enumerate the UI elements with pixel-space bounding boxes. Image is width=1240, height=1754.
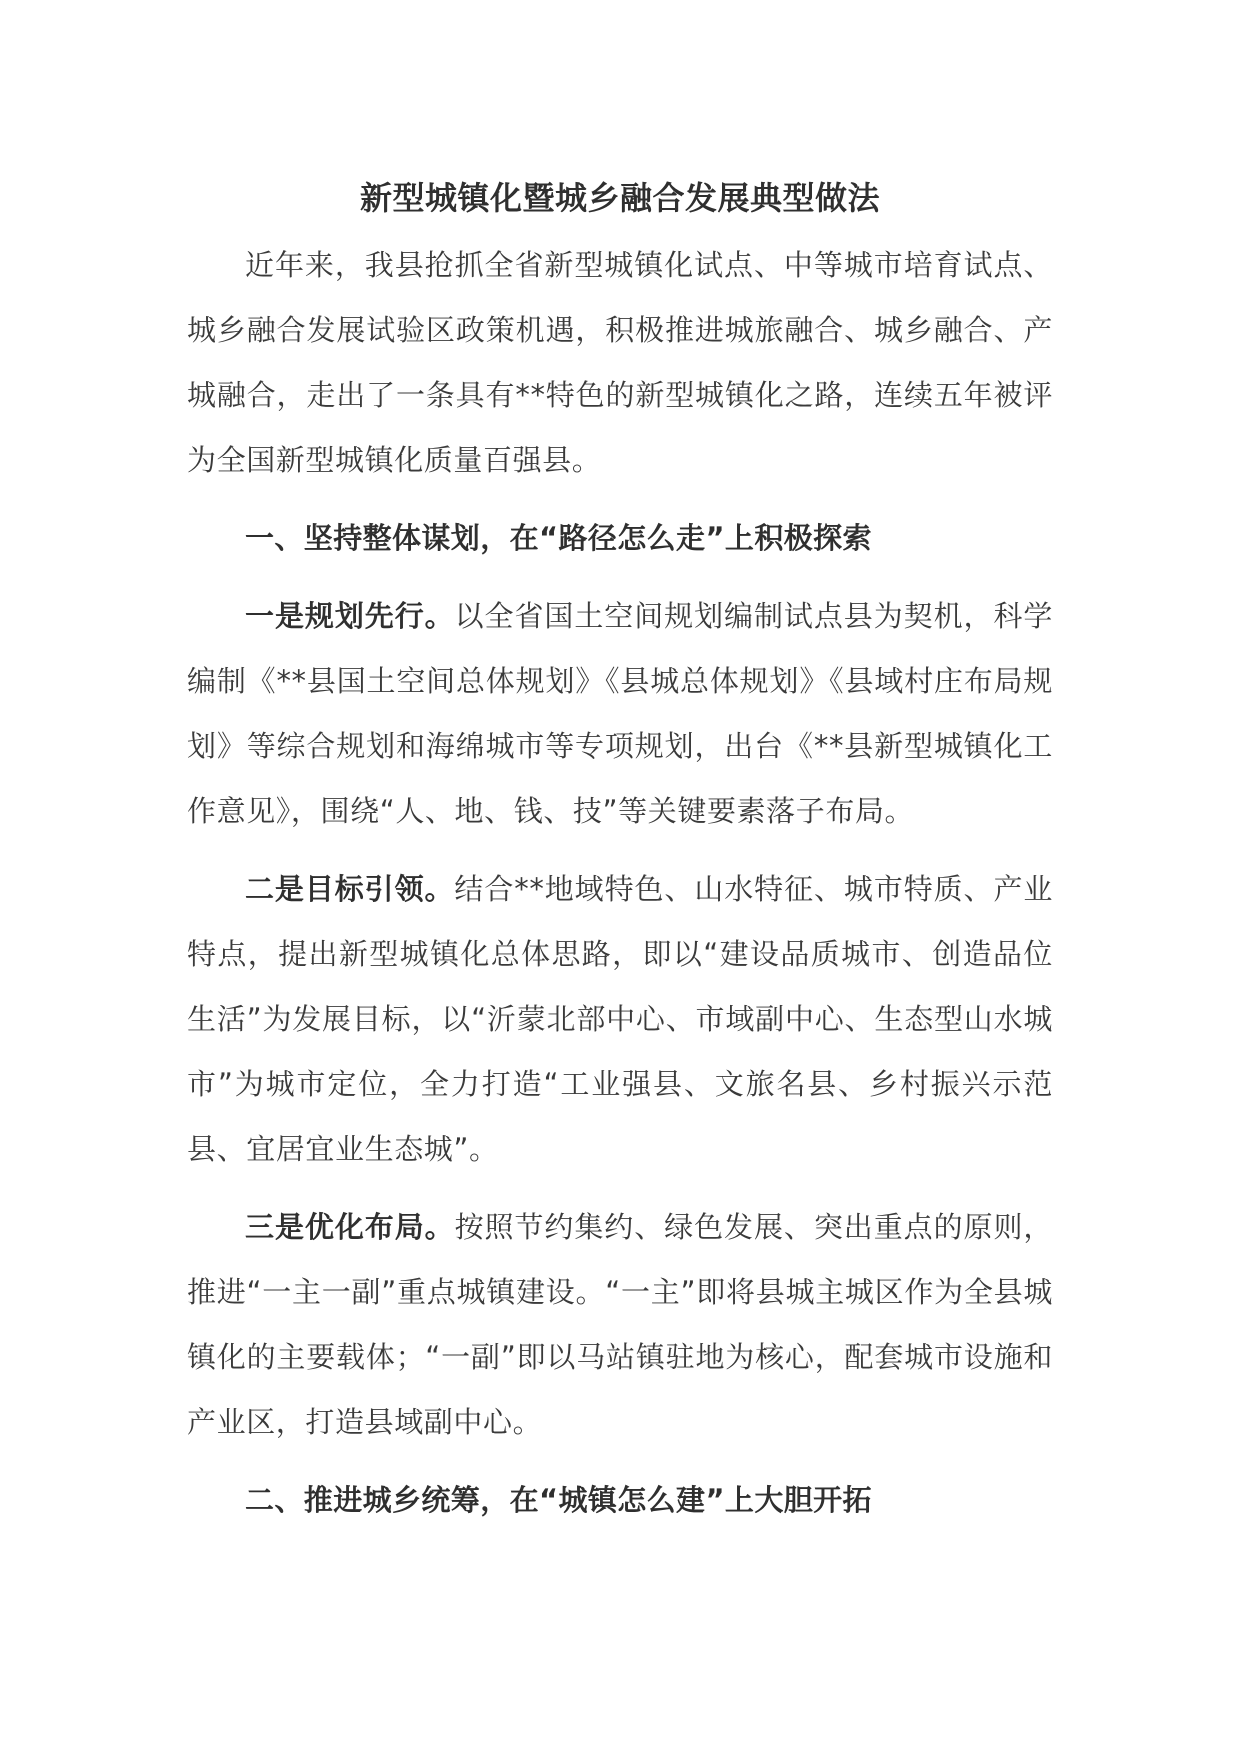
document-page (187, 175, 1053, 1533)
section-heading-2: 二、推进城乡统筹，在“城镇怎么建”上大胆开拓 (245, 1483, 872, 1517)
paragraph-lead: 一是规划先行。 (245, 599, 455, 633)
paragraph-lead: 二是目标引领。 (245, 872, 455, 906)
document-title: 新型城镇化暨城乡融合发展典型做法 (359, 179, 880, 217)
paragraph-text: 以全省国土空间规划编制试点县为契机，科学编制《**县国土空间总体规划》《县城总体规划》《县域村庄布局规划》等综合规划和海绵城市等专项规划，出台《**县新型城镇化工作意见》，围绕“人、地、钱、技”等关键要素落子布局。 (187, 599, 1053, 828)
paragraph-layout (187, 1195, 1053, 1455)
paragraph-planning (187, 584, 1053, 844)
intro-paragraph: 近年来，我县抢抓全省新型城镇化试点、中等城市培育试点、城乡融合发展试验区政策机遇，积极推进城旅融合、城乡融合、产城融合，走出了一条具有**特色的新型城镇化之路，连续五年被评为全国新型城镇化质量百强县。 (187, 248, 1053, 477)
section-heading-1: 一、坚持整体谋划，在“路径怎么走”上积极探索 (245, 521, 872, 555)
paragraph-text: 结合**地域特色、山水特征、城市特质、产业特点，提出新型城镇化总体思路，即以“建设品质城市、创造品位生活”为发展目标，以“沂蒙北部中心、市域副中心、生态型山水城市”为城市定位，全力打造“工业强县、文旅名县、乡村振兴示范县、宜居宜业生态城”。 (187, 872, 1053, 1166)
paragraph-goals (187, 857, 1053, 1182)
paragraph-lead: 三是优化布局。 (245, 1210, 455, 1244)
paragraph-text: 按照节约集约、绿色发展、突出重点的原则，推进“一主一副”重点城镇建设。“一主”即将县城主城区作为全县城镇化的主要载体；“一副”即以马站镇驻地为核心，配套城市设施和产业区，打造县域副中心。 (187, 1210, 1053, 1439)
